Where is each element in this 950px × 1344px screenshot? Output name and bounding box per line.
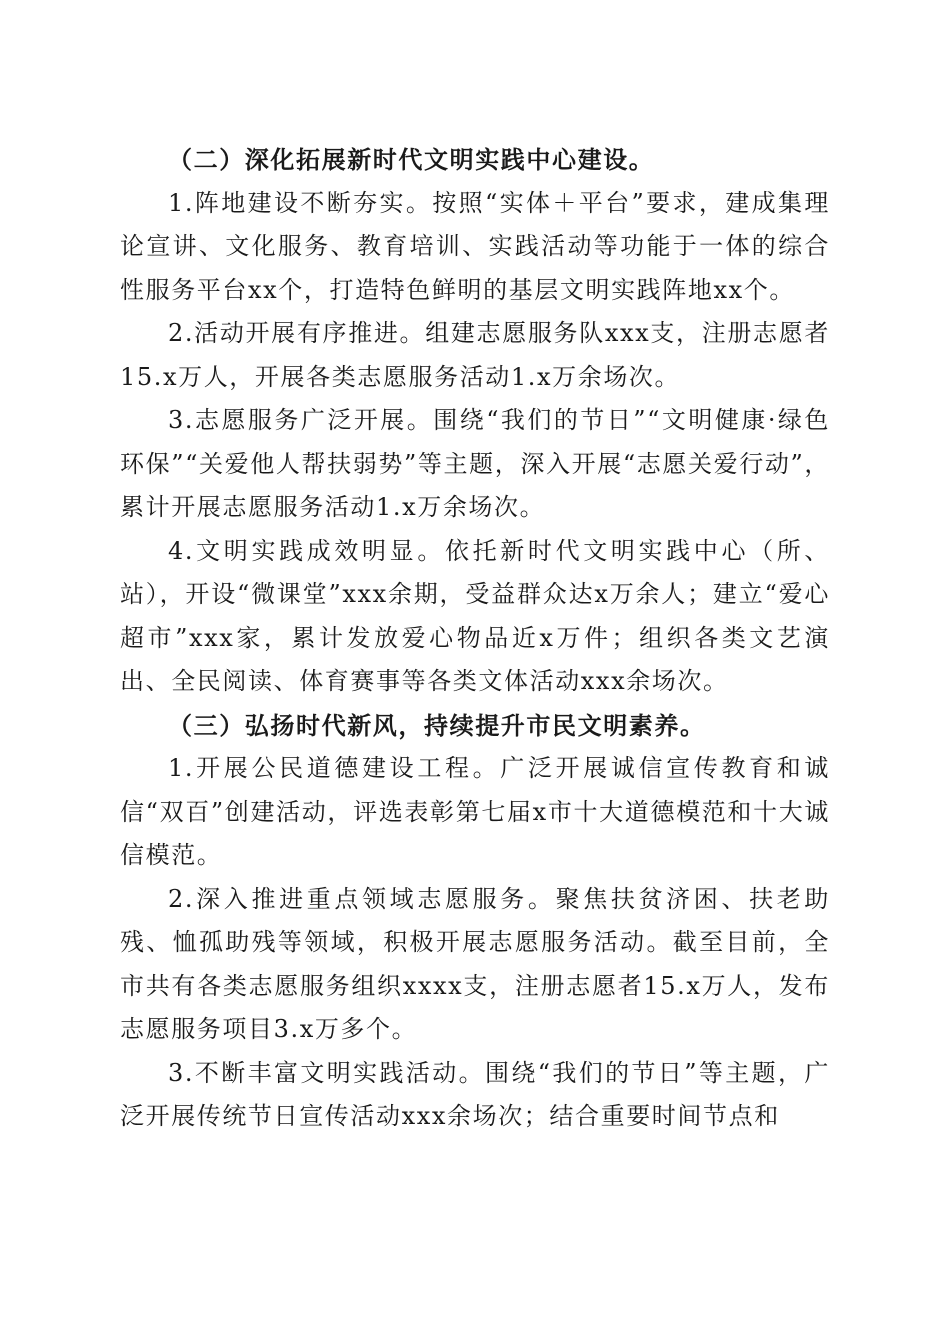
paragraph-practice-activities: 3.不断丰富文明实践活动。围绕“我们的节日”等主题，广泛开展传统节日宣传活动xxx余场次；结合重要时间节点和 [120,1058,830,1130]
section-heading-2: （二）深化拓展新时代文明实践中心建设。 [168,145,655,174]
paragraph-key-areas-volunteer: 2.深入推进重点领域志愿服务。聚焦扶贫济困、扶老助残、恤孤助残等领域，积极开展志愿服务活动。截至目前，全市共有各类志愿服务组织xxxx支，注册志愿者15.x万人，发布志愿服务项目3.x万多个。 [120,884,830,1043]
section-heading-3: （三）弘扬时代新风，持续提升市民文明素养。 [168,710,706,740]
paragraph-volunteer-service: 3.志愿服务广泛开展。围绕“我们的节日”“文明健康·绿色环保”“关爱他人帮扶弱势”等主题，深入开展“志愿关爱行动”，累计开展志愿服务活动1.x万余场次。 [120,406,830,521]
paragraph-position-building: 1.阵地建设不断夯实。按照“实体＋平台”要求，建成集理论宣讲、文化服务、教育培训、实践活动等功能于一体的综合性服务平台xx个，打造特色鲜明的基层文明实践阵地xx个。 [120,188,830,304]
document-body [120,138,830,1139]
paragraph-practice-results: 4.文明实践成效明显。依托新时代文明实践中心（所、站），开设“微课堂”xxx余期，受益群众达x万余人；建立“爱心超市”xxx家，累计发放爱心物品近x万件；组织各类文艺演出、全民阅读、体育赛事等各类文体活动xxx余场次。 [120,536,830,695]
paragraph-activities: 2.活动开展有序推进。组建志愿服务队xxx支，注册志愿者15.x万人，开展各类志愿服务活动1.x万余场次。 [120,319,830,391]
paragraph-civic-morality: 1.开展公民道德建设工程。广泛开展诚信宣传教育和诚信“双百”创建活动，评选表彰第七届x市十大道德模范和十大诚信模范。 [120,754,830,869]
